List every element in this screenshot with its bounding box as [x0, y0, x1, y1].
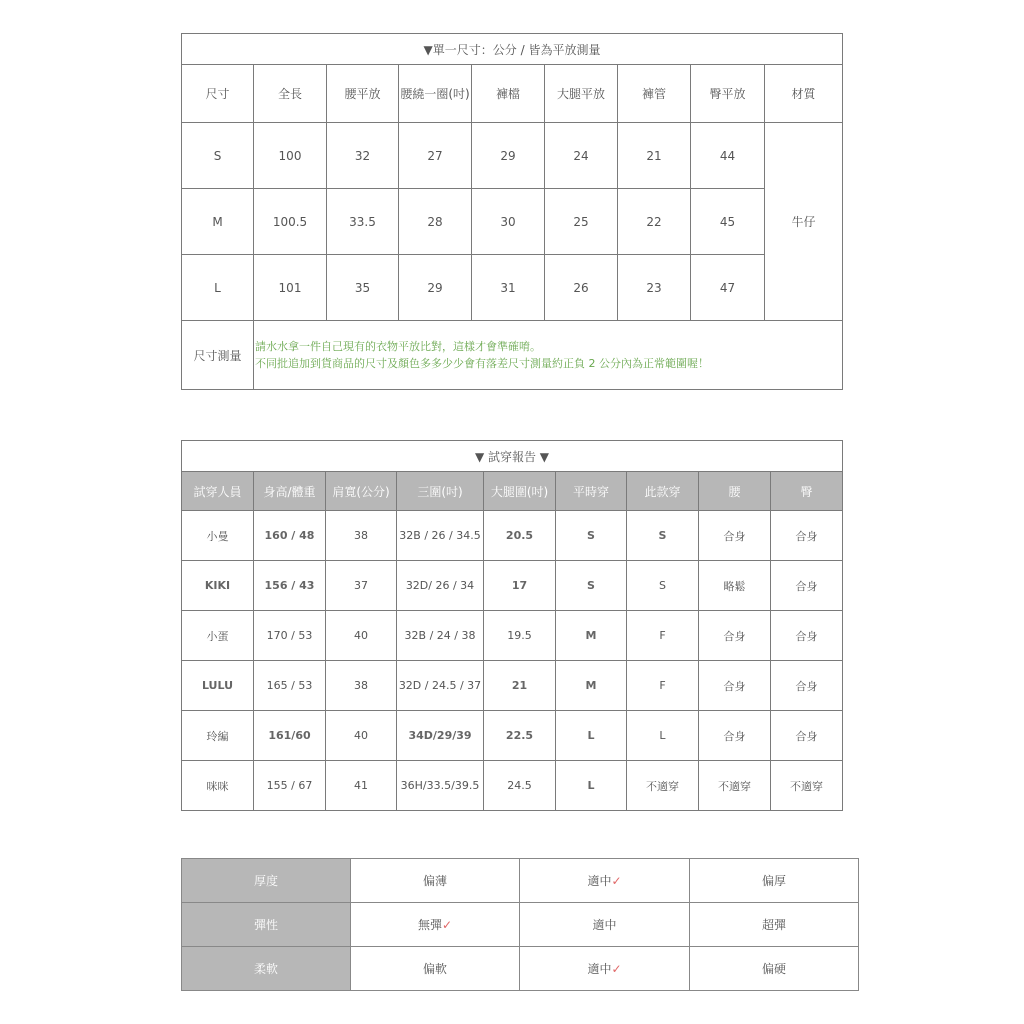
fit-cell: 17: [484, 561, 556, 611]
size-cell: 100.5: [254, 189, 327, 255]
size-cell: 24: [545, 123, 618, 189]
size-cell: L: [182, 255, 254, 321]
size-cell: 28: [399, 189, 472, 255]
fit-row: [182, 511, 843, 561]
size-cell: 44: [691, 123, 765, 189]
size-header: 全長: [254, 65, 327, 123]
size-cell: 29: [472, 123, 545, 189]
fabric-label: 柔軟: [182, 947, 351, 991]
measure-note-row: [182, 321, 843, 390]
size-cell: 21: [618, 123, 691, 189]
fit-cell: 160 / 48: [254, 511, 326, 561]
fit-cell: 19.5: [484, 611, 556, 661]
fit-cell: 不適穿: [627, 761, 699, 811]
fit-header: 大腿圍(吋): [484, 472, 556, 511]
size-cell: 22: [618, 189, 691, 255]
fit-header: 臀: [771, 472, 843, 511]
fit-header: 三圍(吋): [397, 472, 484, 511]
fabric-row-softness: [182, 947, 859, 991]
size-header: 尺寸: [182, 65, 254, 123]
fit-cell: 32B / 24 / 38: [397, 611, 484, 661]
size-table: [181, 33, 843, 390]
fabric-row-elasticity: [182, 903, 859, 947]
fit-cell: 合身: [771, 611, 843, 661]
fabric-option: 偏硬: [690, 947, 859, 991]
fit-header: 此款穿: [627, 472, 699, 511]
measure-note-line1: 請水水拿一件自己現有的衣物平放比對，這樣才會準確唷。: [255, 340, 541, 353]
fit-cell: 40: [326, 711, 397, 761]
measure-note: [254, 321, 843, 390]
fabric-option: 適中: [520, 903, 690, 947]
size-cell: 100: [254, 123, 327, 189]
check-icon: ✓: [611, 874, 622, 888]
fabric-table: [181, 858, 859, 991]
fit-cell: 不適穿: [699, 761, 771, 811]
fit-cell: 20.5: [484, 511, 556, 561]
fit-cell: S: [627, 561, 699, 611]
fabric-option: 偏薄: [351, 859, 520, 903]
fit-cell: 41: [326, 761, 397, 811]
size-header: 大腿平放: [545, 65, 618, 123]
size-cell: 30: [472, 189, 545, 255]
fit-cell: F: [627, 611, 699, 661]
fit-row: [182, 611, 843, 661]
size-header: 腰平放: [327, 65, 399, 123]
fit-cell: 合身: [771, 711, 843, 761]
fit-cell: S: [556, 511, 627, 561]
fabric-row-thickness: [182, 859, 859, 903]
check-icon: ✓: [611, 962, 622, 976]
size-cell: 23: [618, 255, 691, 321]
size-header: 褲檔: [472, 65, 545, 123]
size-cell: M: [182, 189, 254, 255]
fit-report-title: ▼ 試穿報告 ▼: [182, 441, 843, 472]
fit-cell: 小曼: [182, 511, 254, 561]
fit-cell: M: [556, 661, 627, 711]
fit-cell: 37: [326, 561, 397, 611]
fit-cell: 合身: [699, 611, 771, 661]
size-cell: 33.5: [327, 189, 399, 255]
fit-cell: 合身: [771, 511, 843, 561]
fit-cell: S: [556, 561, 627, 611]
fabric-label: 彈性: [182, 903, 351, 947]
material-cell: 牛仔: [765, 123, 843, 321]
fit-row: [182, 711, 843, 761]
fit-cell: LULU: [182, 661, 254, 711]
fit-cell: M: [556, 611, 627, 661]
fit-header: 身高/體重: [254, 472, 326, 511]
fit-cell: 21: [484, 661, 556, 711]
size-cell: 25: [545, 189, 618, 255]
size-cell: 101: [254, 255, 327, 321]
fit-cell: 略鬆: [699, 561, 771, 611]
size-row-s: [182, 123, 843, 189]
fit-cell: 合身: [699, 661, 771, 711]
fit-cell: 小蛋: [182, 611, 254, 661]
size-row-l: [182, 255, 843, 321]
size-cell: 31: [472, 255, 545, 321]
fabric-option: 超彈: [690, 903, 859, 947]
fit-cell: F: [627, 661, 699, 711]
fit-cell: 22.5: [484, 711, 556, 761]
size-header: 臀平放: [691, 65, 765, 123]
size-cell: 29: [399, 255, 472, 321]
fit-header-row: [182, 472, 843, 511]
check-icon: ✓: [441, 918, 453, 932]
fit-cell: 38: [326, 511, 397, 561]
fit-report-table: [181, 440, 843, 811]
measure-label: 尺寸測量: [182, 321, 254, 390]
fit-header: 肩寬(公分): [326, 472, 397, 511]
fit-row: [182, 761, 843, 811]
fit-cell: 32D / 24.5 / 37: [397, 661, 484, 711]
size-table-header-row: [182, 65, 843, 123]
fabric-option: 偏軟: [351, 947, 520, 991]
fit-header: 平時穿: [556, 472, 627, 511]
fit-cell: 161/60: [254, 711, 326, 761]
fit-cell: 155 / 67: [254, 761, 326, 811]
size-cell: 35: [327, 255, 399, 321]
size-table-title: ▼單一尺寸：公分 / 皆為平放測量: [182, 34, 843, 65]
fabric-option: 適中✓: [520, 947, 690, 991]
size-cell: 45: [691, 189, 765, 255]
fit-cell: 玲編: [182, 711, 254, 761]
size-cell: 47: [691, 255, 765, 321]
fabric-option: 偏厚: [690, 859, 859, 903]
fit-cell: 合身: [771, 561, 843, 611]
fit-cell: 咪咪: [182, 761, 254, 811]
fit-row: [182, 561, 843, 611]
fit-cell: 不適穿: [771, 761, 843, 811]
measure-note-line2: 不同批追加到貨商品的尺寸及顏色多多少少會有落差尺寸測量約正負 2 公分內為正常範圍喔！: [255, 357, 709, 370]
fit-cell: S: [627, 511, 699, 561]
fit-cell: 38: [326, 661, 397, 711]
fit-cell: 34D/29/39: [397, 711, 484, 761]
fabric-label: 厚度: [182, 859, 351, 903]
fit-cell: 合身: [771, 661, 843, 711]
fit-cell: 170 / 53: [254, 611, 326, 661]
fit-cell: 24.5: [484, 761, 556, 811]
fabric-option: 無彈✓: [351, 903, 520, 947]
fabric-option: 適中✓: [520, 859, 690, 903]
size-cell: 27: [399, 123, 472, 189]
fit-cell: KIKI: [182, 561, 254, 611]
size-header: 腰繞一圈(吋): [399, 65, 472, 123]
size-header: 材質: [765, 65, 843, 123]
fit-cell: 36H/33.5/39.5: [397, 761, 484, 811]
fit-cell: 32B / 26 / 34.5: [397, 511, 484, 561]
fit-row: [182, 661, 843, 711]
fit-cell: 32D/ 26 / 34: [397, 561, 484, 611]
fit-cell: 40: [326, 611, 397, 661]
size-cell: 26: [545, 255, 618, 321]
fit-cell: 165 / 53: [254, 661, 326, 711]
fit-cell: 合身: [699, 711, 771, 761]
size-row-m: [182, 189, 843, 255]
size-header: 褲管: [618, 65, 691, 123]
fit-cell: L: [556, 761, 627, 811]
fit-cell: L: [627, 711, 699, 761]
fit-header: 腰: [699, 472, 771, 511]
size-cell: 32: [327, 123, 399, 189]
fit-cell: L: [556, 711, 627, 761]
fit-header: 試穿人員: [182, 472, 254, 511]
fit-cell: 合身: [699, 511, 771, 561]
size-cell: S: [182, 123, 254, 189]
fit-cell: 156 / 43: [254, 561, 326, 611]
